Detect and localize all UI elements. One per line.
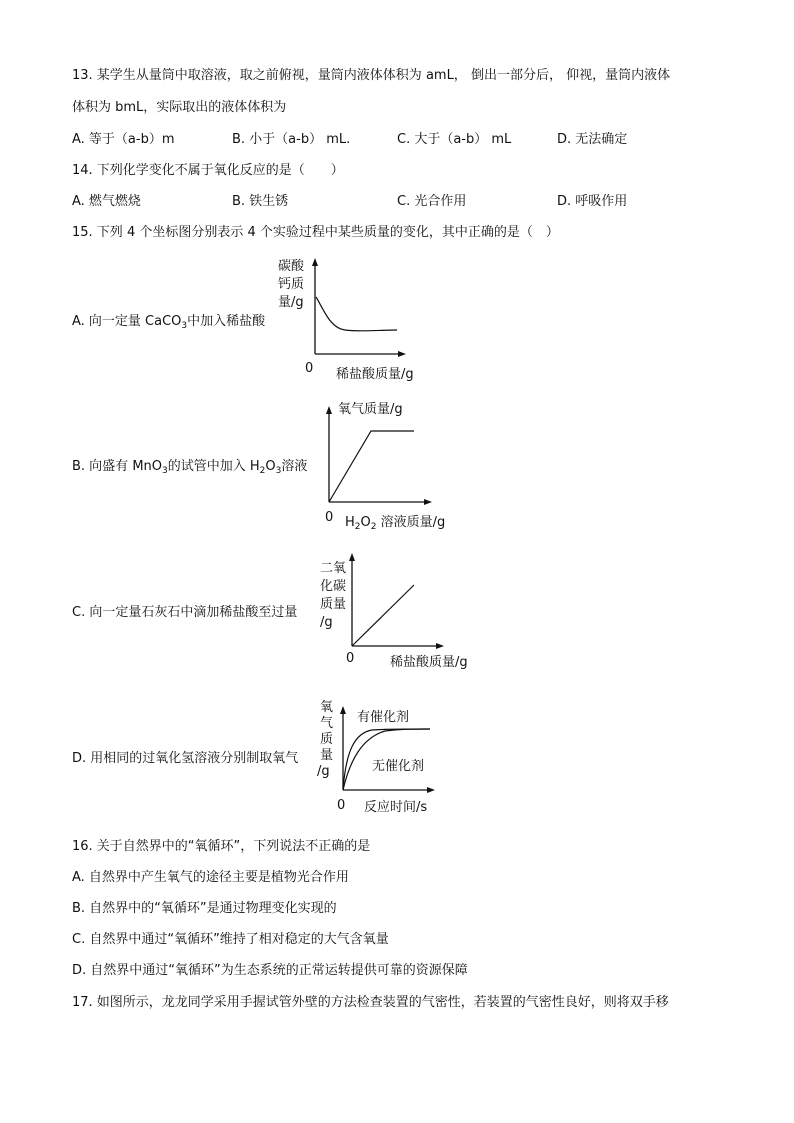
q17-stem: 17. 如图所示，龙龙同学采用手握试管外壁的方法检查装置的气密性，若装置的气密性良好，则将双手移	[72, 995, 669, 1010]
graph-d-y-arrow	[340, 706, 346, 714]
graph-c-origin: 0	[346, 651, 355, 666]
graph-b-ylabel: 氧气质量/g	[338, 402, 403, 417]
graph-d-ylabel-3: 质	[320, 732, 334, 747]
graph-c-ylabel-4: /g	[320, 615, 333, 630]
q15-option-a: A. 向一定量 CaCO$_3$中加入稀盐酸	[72, 314, 266, 331]
graph-d-ylabel-1: 氧	[320, 700, 334, 715]
q13-option-d: D. 无法确定	[557, 132, 628, 147]
q13-option-a: A. 等于（a-b）m	[72, 132, 175, 147]
q13-stem-line1: 13. 某学生从量筒中取溶液，取之前俯视，量筒内液体体积为 amL， 倒出一部分后， 仰视，量筒内液体	[72, 68, 671, 83]
graph-a-ylabel-1: 碳酸	[278, 259, 305, 274]
graph-d-curve-no-catalyst	[343, 729, 430, 790]
q14-option-a: A. 燃气燃烧	[72, 194, 141, 209]
graph-d-ylabel-2: 气	[320, 716, 334, 731]
q16-stem: 16. 关于自然界中的“氧循环”，下列说法不正确的是	[72, 839, 371, 854]
q16-option-a: A. 自然界中产生氧气的途径主要是植物光合作用	[72, 870, 349, 885]
q15-option-c: C. 向一定量石灰石中滴加稀盐酸至过量	[72, 605, 298, 620]
q15-option-d: D. 用相同的过氧化氢溶液分别制取氧气	[72, 751, 299, 766]
graph-a-origin: 0	[305, 361, 314, 376]
graph-d-curve-catalyst	[343, 729, 430, 790]
graph-d-ylabel-4: 量	[320, 748, 334, 763]
graph-a-xlabel: 稀盐酸质量/g	[336, 367, 414, 382]
graph-d-x-arrow	[427, 787, 435, 793]
graph-d-xlabel: 反应时间/s	[364, 800, 428, 815]
graph-a-ylabel-2: 钙质	[278, 277, 305, 292]
q14-option-d: D. 呼吸作用	[557, 194, 628, 209]
q15-option-b: B. 向盛有 MnO$_3$的试管中加入 $H_2O_3$溶液	[72, 459, 308, 476]
graph-d-curve1-label: 有催化剂	[357, 710, 410, 725]
q14-option-b: B. 铁生锈	[232, 194, 289, 209]
q14-option-c: C. 光合作用	[397, 194, 467, 209]
graph-b-xlabel: $H_2O_2$ 溶液质量/g	[345, 515, 446, 532]
q13-option-c: C. 大于（a-b） mL	[397, 132, 512, 147]
graph-c-ylabel-3: 质量	[320, 597, 347, 612]
q16-option-b: B. 自然界中的“氧循环”是通过物理变化实现的	[72, 901, 337, 916]
q13-stem-line2: 体积为 bmL，实际取出的液体体积为	[72, 100, 287, 115]
graph-c-ylabel-1: 二氧	[320, 561, 347, 576]
q14-stem: 14. 下列化学变化不属于氧化反应的是（ ）	[72, 163, 344, 178]
graph-b-origin: 0	[325, 510, 334, 525]
graph-c-ylabel-2: 化碳	[320, 579, 347, 594]
graph-c-xlabel: 稀盐酸质量/g	[390, 655, 468, 670]
graph-d-ylabel-5: /g	[317, 764, 330, 779]
q13-option-b: B. 小于（a-b） mL.	[232, 132, 351, 147]
q15-stem: 15. 下列 4 个坐标图分别表示 4 个实验过程中某些质量的变化，其中正确的是（ ）	[72, 225, 559, 240]
graph-d-origin: 0	[337, 798, 346, 813]
q16-option-c: C. 自然界中通过“氧循环”维持了相对稳定的大气含氧量	[72, 932, 389, 947]
q16-option-d: D. 自然界中通过“氧循环”为生态系统的正常运转提供可靠的资源保障	[72, 963, 468, 978]
graph-d-curve2-label: 无催化剂	[372, 759, 425, 774]
graph-a-ylabel-3: 量/g	[278, 295, 304, 310]
